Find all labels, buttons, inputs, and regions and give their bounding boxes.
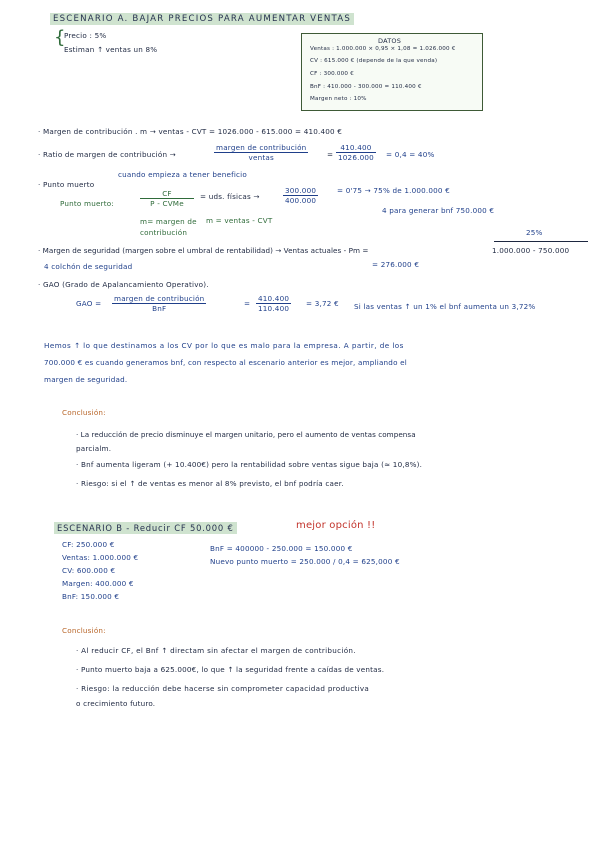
ratio-label: · Ratio de margen de contribución →	[38, 150, 176, 159]
pm-denominator: P - CVMe	[150, 199, 184, 208]
datos-line: Margen neto : 10%	[310, 96, 367, 102]
ratio-fraction	[214, 143, 308, 162]
scenario-b-data: CF: 250.000 €	[62, 540, 115, 549]
conclusion-a-item: · La reducción de precio disminuye el margen unitario, pero el aumento de ventas compensa	[76, 430, 416, 439]
pm-m-formula: m = ventas - CVT	[206, 216, 273, 225]
conclusion-b-item: · Punto muerto baja a 625.000€, lo que ↑ la seguridad frente a caídas de ventas.	[76, 665, 385, 674]
pm-bnf-note: 4 para generar bnf 750.000 €	[382, 206, 495, 215]
gao-label: · GAO (Grado de Apalancamiento Operativo).	[38, 280, 209, 289]
gao-equals: =	[244, 299, 251, 308]
ratio-denominator: ventas	[248, 153, 274, 162]
pm-label-2: Punto muerto:	[60, 199, 114, 208]
datos-title: DATOS	[378, 37, 402, 45]
pm-label: · Punto muerto	[38, 180, 95, 189]
ms-note: 4 colchón de seguridad	[44, 262, 133, 271]
margen-contribucion: · Margen de contribución . m → ventas - CVT = 1026.000 - 615.000 = 410.400 €	[38, 127, 343, 136]
scenario-b-data: Margen: 400.000 €	[62, 579, 134, 588]
paragraph-line-2: 700.000 € es cuando generamos bnf, con respecto al escenario anterior es mejor, ampliando el	[44, 358, 407, 367]
conclusion-a-heading: Conclusión:	[62, 408, 106, 417]
conclusion-b-item: o crecimiento futuro.	[76, 699, 156, 708]
pm-result: = 0'75 → 75% de 1.000.000 €	[337, 186, 450, 195]
ratio-denominator-value: 1026.000	[338, 153, 374, 162]
pm-fraction-values	[283, 186, 318, 205]
gao-denominator: BnF	[152, 304, 167, 313]
gao-fraction	[112, 294, 206, 313]
datos-box	[301, 33, 483, 111]
ms-exponent: 25%	[526, 228, 543, 237]
pm-m-definition: m= margen de contribución	[140, 217, 197, 237]
gao-note: Si las ventas ↑ un 1% el bnf aumenta un 3,72%	[354, 302, 536, 311]
datos-line: BnF : 410.000 - 300.000 = 110.400 €	[310, 84, 422, 90]
ratio-numerator-value: 410.400	[336, 143, 376, 153]
conclusion-b-item: · Riesgo: la reducción debe hacerse sin comprometer capacidad productiva	[76, 684, 370, 693]
scenario-b-data: BnF: 150.000 €	[62, 592, 120, 601]
conclusion-a-item: · Bnf aumenta ligeram (+ 10.400€) pero la rentabilidad sobre ventas sigue baja (≈ 10,8%).	[76, 460, 423, 469]
paragraph-line-3: margen de seguridad.	[44, 375, 128, 384]
ms-result: = 276.000 €	[372, 260, 420, 269]
left-brace: {	[54, 27, 66, 48]
scenario-b-pm: Nuevo punto muerto = 250.000 / 0,4 = 625,000 €	[210, 557, 400, 566]
pm-numerator: CF	[140, 189, 194, 199]
paragraph-line-1: Hemos ↑ lo que destinamos a los CV por lo que es malo para la empresa. A partir, de los	[44, 341, 404, 350]
gao-numerator: margen de contribución	[114, 294, 205, 303]
scenario-b-data: Ventas: 1.000.000 €	[62, 553, 139, 562]
ratio-fraction-values	[336, 143, 376, 162]
datos-line: Ventas : 1.000.000 × 0,95 × 1,08 = 1.026.000 €	[310, 46, 456, 52]
gao-denominator-value: 110.400	[258, 304, 290, 313]
pm-numerator-value: 300.000	[285, 186, 317, 195]
conclusion-b-heading: Conclusión:	[62, 626, 106, 635]
gao-numerator-value: 410.400	[258, 294, 290, 303]
pm-note: cuando empieza a tener beneficio	[118, 170, 247, 179]
gao-fraction-values	[256, 294, 291, 313]
pm-denominator-value: 400.000	[285, 196, 317, 205]
sqrt-bar	[494, 241, 588, 242]
scenario-b-data: CV: 600.000 €	[62, 566, 116, 575]
conclusion-a-item: · Riesgo: si el ↑ de ventas es menor al 8% previsto, el bnf podría caer.	[76, 479, 344, 488]
datos-line: CF : 300.000 €	[310, 71, 354, 77]
datos-line: CV : 615.000 € (depende de la que venda)	[310, 58, 438, 64]
pm-equals: = uds. físicas →	[200, 192, 260, 201]
ms-label: · Margen de seguridad (margen sobre el umbral de rentabilidad) → Ventas actuales - Pm =	[38, 246, 369, 255]
ratio-numerator: margen de contribución	[216, 143, 307, 152]
pm-fraction	[140, 189, 194, 208]
ms-root: 1.000.000 - 750.000	[492, 246, 570, 255]
scenario-b-best: mejor opción !!	[296, 520, 376, 531]
ratio-equals: =	[327, 150, 334, 159]
conclusion-b-item: · Al reducir CF, el Bnf ↑ directam sin afectar el margen de contribución.	[76, 646, 356, 655]
scenario-a-precio: Precio : 5%	[64, 31, 107, 40]
scenario-a-title: ESCENARIO A. BAJAR PRECIOS PARA AUMENTAR VENTAS	[50, 13, 354, 25]
scenario-b-bnf: BnF = 400000 - 250.000 = 150.000 €	[210, 544, 353, 553]
scenario-a-estiman: Estiman ↑ ventas un 8%	[64, 45, 158, 54]
gao-result: = 3,72 €	[306, 299, 339, 308]
ratio-result: = 0,4 = 40%	[386, 150, 435, 159]
scenario-b-title: ESCENARIO B - Reducir CF 50.000 €	[54, 522, 237, 534]
gao-lhs: GAO =	[76, 299, 102, 308]
conclusion-a-item: parcialm.	[76, 444, 112, 453]
